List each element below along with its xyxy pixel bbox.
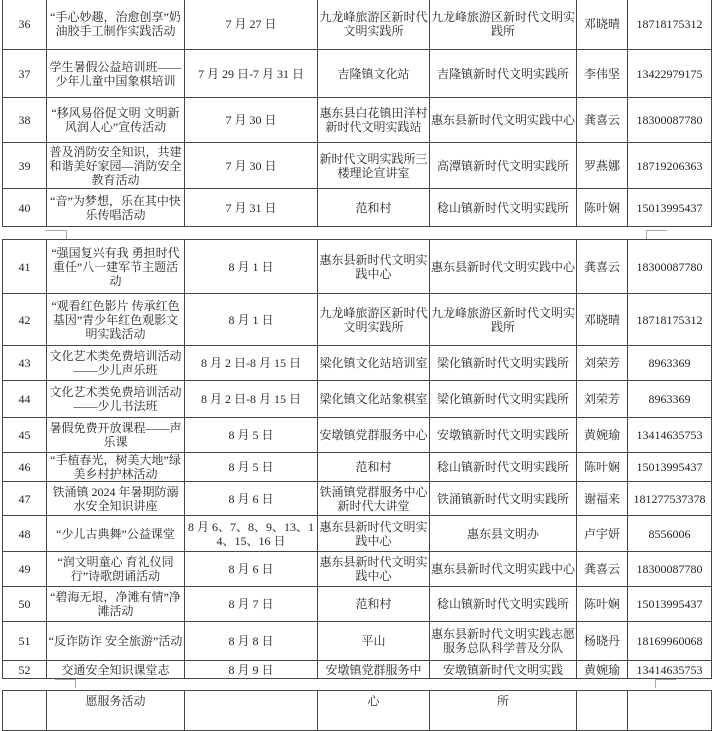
cell-location: 铁涌镇党群服务中心新时代大讲堂 <box>318 482 430 516</box>
activity-table-continuation <box>2 690 712 731</box>
table-row <box>3 418 712 453</box>
cell-number: 39 <box>3 143 47 189</box>
cell-location: 惠东县新时代文明实践中心 <box>318 516 430 552</box>
cell-activity-name: “少儿古典舞”公益课堂 <box>47 516 185 552</box>
cell-activity-name: “强国复兴有我 勇担时代重任”八一建军节主题活动 <box>47 240 185 294</box>
table-row <box>3 346 712 381</box>
table-row <box>3 482 712 516</box>
cell-number: 45 <box>3 418 47 453</box>
cell-activity-name: 铁涌镇 2024 年暑期防溺水安全知识讲座 <box>47 482 185 516</box>
table-row <box>3 189 712 227</box>
cell-number: 46 <box>3 453 47 482</box>
table-row <box>3 661 712 679</box>
cell-number: 41 <box>3 240 47 294</box>
cell-contact-name: 邓晓晴 <box>577 294 628 346</box>
cell-organizer: 九龙峰旅游区新时代文明实践所 <box>430 0 577 50</box>
cell-organizer: 惠东县新时代文明实践中心 <box>430 98 577 143</box>
cell-organizer: 安墩镇新时代文明实践所 <box>430 418 577 453</box>
cell-phone: 15013995437 <box>628 189 712 227</box>
cell-activity-name: 暑假免费开放课程——声乐课 <box>47 418 185 453</box>
cell-number: 37 <box>3 50 47 98</box>
cell-number: 51 <box>3 622 47 661</box>
cell-organizer: 惠东县文明办 <box>430 516 577 552</box>
table-row <box>3 0 712 50</box>
cell-contact-name: 李伟坚 <box>577 50 628 98</box>
table-row <box>3 587 712 622</box>
cell-number: 40 <box>3 189 47 227</box>
activity-table-page2 <box>2 239 712 679</box>
page-break-mark <box>55 679 76 688</box>
cell-organizer: 九龙峰旅游区新时代文明实践所 <box>430 294 577 346</box>
cell-date: 8 月 2 日-8 月 15 日 <box>185 346 318 381</box>
table-row <box>3 294 712 346</box>
cell-number: 49 <box>3 552 47 587</box>
cell-contact-name: 龚喜云 <box>577 552 628 587</box>
cell-location: 梁化镇文化站培训室 <box>318 346 430 381</box>
cell-date: 8 月 8 日 <box>185 622 318 661</box>
table-row <box>3 691 712 731</box>
cell-location: 九龙峰旅游区新时代文明实践所 <box>318 294 430 346</box>
cell-location: 范和村 <box>318 189 430 227</box>
cell-organizer: 安墩镇新时代文明实践 <box>430 661 577 679</box>
page-break-mark <box>46 230 67 239</box>
cell-number: 48 <box>3 516 47 552</box>
cell-phone: 18718175312 <box>628 294 712 346</box>
cell-phone: 181277537378 <box>628 482 712 516</box>
cell-date: 8 月 6 日 <box>185 552 318 587</box>
cell-contact-name: 陈叶娴 <box>577 587 628 622</box>
cell-organizer: 所 <box>430 691 577 731</box>
table-row <box>3 240 712 294</box>
cell-activity-name: “观看红色影片 传承红色基因”青少年红色观影文明实践活动 <box>47 294 185 346</box>
cell-phone: 18300087780 <box>628 552 712 587</box>
table-row <box>3 552 712 587</box>
cell-date: 8 月 6、7、8、9、13、14、15、16 日 <box>185 516 318 552</box>
cell-date: 8 月 1 日 <box>185 294 318 346</box>
table-body-continuation <box>3 691 712 731</box>
cell-activity-name: “碧海无垠，净滩有情”净滩活动 <box>47 587 185 622</box>
cell-location: 梁化镇文化站象棋室 <box>318 381 430 418</box>
table-row <box>3 98 712 143</box>
cell-organizer: 铁涌镇新时代文明实践所 <box>430 482 577 516</box>
cell-location: 范和村 <box>318 453 430 482</box>
activity-table-page1 <box>2 0 712 227</box>
cell-contact-name: 陈叶娴 <box>577 189 628 227</box>
cell-phone: 15013995437 <box>628 587 712 622</box>
table-row <box>3 381 712 418</box>
cell-contact-name: 杨晓丹 <box>577 622 628 661</box>
cell-organizer: 梁化镇新时代文明实践所 <box>430 346 577 381</box>
cell-contact-name: 黄婉瑜 <box>577 661 628 679</box>
cell-location: 平山 <box>318 622 430 661</box>
cell-organizer: 梁化镇新时代文明实践所 <box>430 381 577 418</box>
cell-phone: 18300087780 <box>628 98 712 143</box>
cell-phone: 18300087780 <box>628 240 712 294</box>
cell-number: 43 <box>3 346 47 381</box>
cell-activity-name: 愿服务活动 <box>47 691 185 731</box>
cell-phone: 8963369 <box>628 381 712 418</box>
cell-number: 50 <box>3 587 47 622</box>
page-break-mark <box>655 679 676 688</box>
cell-organizer: 惠东县新时代文明实践志愿服务总队科学普及分队 <box>430 622 577 661</box>
table-body-page2 <box>3 240 712 679</box>
cell-activity-name: “润文明童心 育礼仪同行”诗歌朗诵活动 <box>47 552 185 587</box>
cell-date: 8 月 2 日-8 月 15 日 <box>185 381 318 418</box>
cell-date: 8 月 7 日 <box>185 587 318 622</box>
cell-organizer: 稔山镇新时代文明实践所 <box>430 453 577 482</box>
cell-organizer: 高潭镇新时代文明实践所 <box>430 143 577 189</box>
cell-number <box>3 691 47 731</box>
cell-activity-name: “手植春光，树美大地”绿美乡村护林活动 <box>47 453 185 482</box>
cell-phone <box>628 691 712 731</box>
cell-date: 8 月 5 日 <box>185 453 318 482</box>
cell-phone: 18169960068 <box>628 622 712 661</box>
cell-phone: 13414635753 <box>628 418 712 453</box>
cell-date: 8 月 5 日 <box>185 418 318 453</box>
cell-organizer: 惠东县新时代文明实践中心 <box>430 552 577 587</box>
cell-activity-name: “移风易俗促文明 文明新风润人心”宣传活动 <box>47 98 185 143</box>
cell-date: 7 月 30 日 <box>185 98 318 143</box>
cell-location: 惠东县新时代文明实践中心 <box>318 552 430 587</box>
cell-number: 52 <box>3 661 47 679</box>
cell-activity-name: “音”为梦想，乐在其中快乐传唱活动 <box>47 189 185 227</box>
cell-location: 安墩镇党群服务中心 <box>318 418 430 453</box>
cell-phone: 8963369 <box>628 346 712 381</box>
cell-activity-name: “反诈防诈 安全旅游”活动 <box>47 622 185 661</box>
cell-date: 8 月 1 日 <box>185 240 318 294</box>
cell-location: 惠东县新时代文明实践中心 <box>318 240 430 294</box>
cell-contact-name: 龚喜云 <box>577 240 628 294</box>
cell-organizer: 稔山镇新时代文明实践所 <box>430 587 577 622</box>
table-row <box>3 622 712 661</box>
table-row <box>3 143 712 189</box>
cell-number: 47 <box>3 482 47 516</box>
cell-date: 7 月 27 日 <box>185 0 318 50</box>
cell-location: 范和村 <box>318 587 430 622</box>
cell-contact-name: 罗燕娜 <box>577 143 628 189</box>
cell-date: 8 月 6 日 <box>185 482 318 516</box>
cell-date: 7 月 31 日 <box>185 189 318 227</box>
cell-number: 36 <box>3 0 47 50</box>
cell-location: 惠东县白花镇田洋村新时代文明实践站 <box>318 98 430 143</box>
table-row <box>3 50 712 98</box>
cell-date <box>185 691 318 731</box>
cell-number: 44 <box>3 381 47 418</box>
cell-activity-name: 文化艺术类免费培训活动——少儿声乐班 <box>47 346 185 381</box>
cell-contact-name: 谢福来 <box>577 482 628 516</box>
cell-date: 7 月 30 日 <box>185 143 318 189</box>
cell-contact-name: 邓晓晴 <box>577 0 628 50</box>
cell-contact-name: 卢宇妍 <box>577 516 628 552</box>
cell-activity-name: “手心妙趣，治愈创享”奶油胶手工制作实践活动 <box>47 0 185 50</box>
cell-phone: 15013995437 <box>628 453 712 482</box>
cell-organizer: 吉隆镇新时代文明实践所 <box>430 50 577 98</box>
table-row <box>3 516 712 552</box>
cell-contact-name: 刘荣芳 <box>577 381 628 418</box>
cell-location: 心 <box>318 691 430 731</box>
cell-contact-name <box>577 691 628 731</box>
cell-activity-name: 交通安全知识课堂志 <box>47 661 185 679</box>
cell-organizer: 惠东县新时代文明实践中心 <box>430 240 577 294</box>
table-body-page1 <box>3 0 712 227</box>
cell-phone: 8556006 <box>628 516 712 552</box>
cell-date: 7 月 29 日-7 月 31 日 <box>185 50 318 98</box>
page-break-mark <box>646 230 667 239</box>
cell-phone: 13422979175 <box>628 50 712 98</box>
cell-number: 42 <box>3 294 47 346</box>
cell-location: 九龙峰旅游区新时代文明实践所 <box>318 0 430 50</box>
cell-contact-name: 黄婉瑜 <box>577 418 628 453</box>
cell-location: 安墩镇党群服务中 <box>318 661 430 679</box>
cell-activity-name: 学生暑假公益培训班——少年儿童中国象棋培训 <box>47 50 185 98</box>
cell-contact-name: 刘荣芳 <box>577 346 628 381</box>
table-row <box>3 453 712 482</box>
cell-phone: 13414635753 <box>628 661 712 679</box>
cell-location: 新时代文明实践所三楼理论宣讲室 <box>318 143 430 189</box>
cell-phone: 18718175312 <box>628 0 712 50</box>
cell-activity-name: 普及消防安全知识，共建和谐美好家园—消防安全教育活动 <box>47 143 185 189</box>
cell-number: 38 <box>3 98 47 143</box>
cell-contact-name: 龚喜云 <box>577 98 628 143</box>
cell-contact-name: 陈叶娴 <box>577 453 628 482</box>
cell-location: 吉隆镇文化站 <box>318 50 430 98</box>
cell-activity-name: 文化艺术类免费培训活动——少儿书法班 <box>47 381 185 418</box>
cell-date: 8 月 9 日 <box>185 661 318 679</box>
cell-phone: 18719206363 <box>628 143 712 189</box>
cell-organizer: 稔山镇新时代文明实践所 <box>430 189 577 227</box>
